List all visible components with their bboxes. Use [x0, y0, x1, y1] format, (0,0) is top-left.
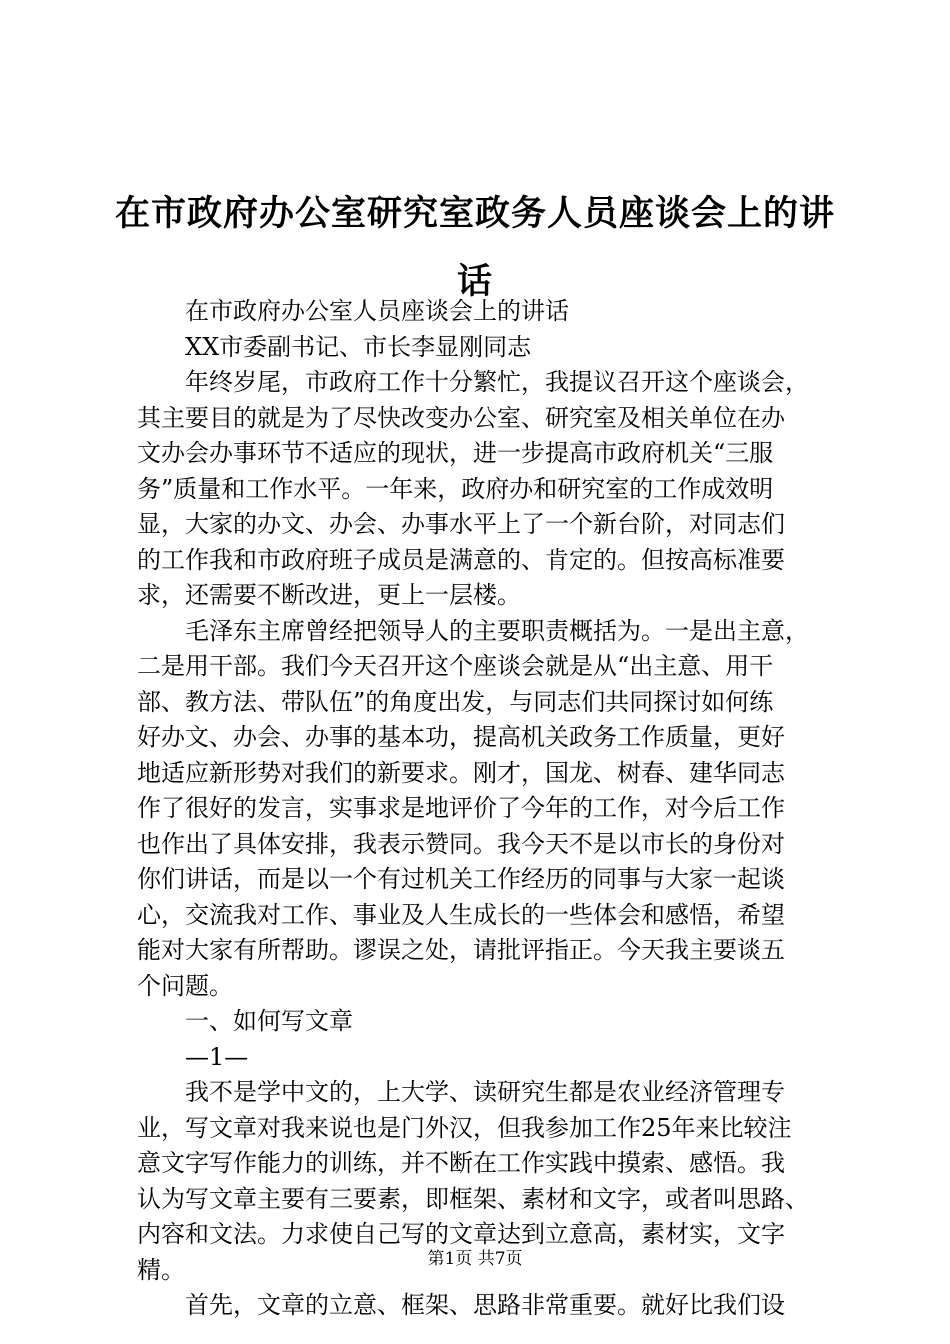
paragraph-line: 认为写文章主要有三要素，即框架、素材和文字，或者叫思路、 — [137, 1184, 809, 1213]
paragraph-line: 好办文、办会、办事的基本功，提高机关政务工作质量，更好 — [137, 723, 785, 751]
document-title: 在市政府办公室研究室政务人员座谈会上的讲话 — [114, 193, 835, 302]
speaker-line: XX市委副书记、市长李显刚同志 — [185, 332, 532, 361]
paragraph-line: 内容和文法。力求使自己写的文章达到立意高，素材实，文字 — [137, 1220, 785, 1248]
paragraph-line: 精。 — [137, 1255, 185, 1284]
paragraph-line: 能对大家有所帮助。谬误之处，请批评指正。今天我主要谈五 — [137, 936, 785, 964]
paragraph-line: 地适应新形势对我们的新要求。刚才，国龙、树春、建华同志 — [137, 758, 785, 787]
paragraph-line: 部、教方法、带队伍”的角度出发，与同志们共同探讨如何练 — [137, 687, 774, 716]
paragraph-line: 业，写文章对我来说也是门外汉，但我参加工作25年来比较注 — [137, 1113, 792, 1142]
paragraph-line: 作了很好的发言，实事求是地评价了今年的工作，对今后工作 — [137, 794, 785, 822]
paragraph-line: 文办会办事环节不适应的现状，进一步提高市政府机关“三服 — [137, 439, 774, 467]
paragraph-line: 我不是学中文的，上大学、读研究生都是农业经济管理专 — [185, 1078, 785, 1106]
section-heading: 一、如何写文章 — [185, 1007, 353, 1035]
page-footer: 第1页 共7页 — [427, 1249, 523, 1269]
paragraph-line: 二是用干部。我们今天召开这个座谈会就是从“出主意、用干 — [137, 652, 774, 680]
paragraph-line: 年终岁尾，市政府工作十分繁忙，我提议召开这个座谈会， — [185, 368, 809, 396]
paragraph-line: 务”质量和工作水平。一年来，政府办和研究室的工作成效明 — [137, 474, 774, 503]
paragraph-line: 求，还需要不断改进，更上一层楼。 — [137, 581, 521, 609]
document-body — [137, 294, 832, 1324]
paragraph-line: 其主要目的就是为了尽快改变办公室、研究室及相关单位在办 — [137, 403, 785, 432]
paragraph-line: 的工作我和市政府班子成员是满意的、肯定的。但按高标准要 — [137, 545, 785, 574]
paragraph-line: 也作出了具体安排，我表示赞同。我今天不是以市长的身份对 — [137, 829, 785, 858]
inline-page-marker: —1— — [185, 1042, 249, 1071]
paragraph-line: 心，交流我对工作、事业及人生成长的一些体会和感悟，希望 — [137, 900, 785, 929]
subtitle-line: 在市政府办公室人员座谈会上的讲话 — [185, 297, 569, 325]
paragraph-line: 毛泽东主席曾经把领导人的主要职责概括为。一是出主意， — [185, 616, 809, 645]
paragraph-line: 你们讲话，而是以一个有过机关工作经历的同事与大家一起谈 — [137, 865, 785, 893]
paragraph-line: 首先，文章的立意、框架、思路非常重要。就好比我们设 — [185, 1291, 785, 1319]
paragraph-line: 显，大家的办文、办会、办事水平上了一个新台阶，对同志们 — [137, 510, 785, 538]
paragraph-line: 意文字写作能力的训练，并不断在工作实践中摸索、感悟。我 — [137, 1149, 785, 1177]
paragraph-line: 个问题。 — [137, 971, 233, 1000]
